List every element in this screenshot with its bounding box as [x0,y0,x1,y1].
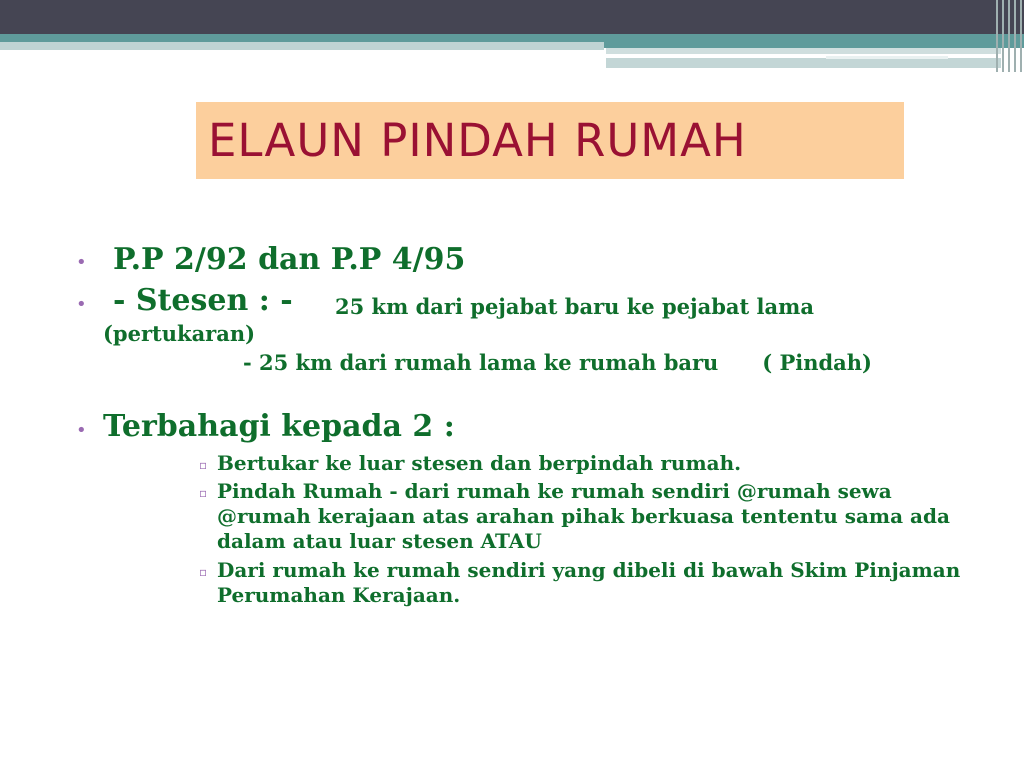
sub-bullet-dot: ▫ [199,458,208,472]
header-bar-light [0,42,604,50]
bullet-text-stesen: - Stesen : - [113,283,293,318]
bullet-dot: • [76,420,87,441]
bullet-text-stesen-detail: 25 km dari pejabat baru ke pejabat lama [335,294,814,319]
header-stripes [994,0,1024,72]
bullet-text-terbahagi: Terbahagi kepada 2 : [103,409,455,444]
header-bar-light [606,58,1001,68]
header-bar-light [606,48,1001,54]
header-bar-light [826,56,948,59]
bullet-dot: • [76,294,87,315]
sub-bullet-dot: ▫ [199,565,208,579]
bullet-text-pp: P.P 2/92 dan P.P 4/95 [113,242,466,277]
bullet-text-pindah: - 25 km dari rumah lama ke rumah baru ( Pindah) [243,350,872,375]
sub-bullet-text: Bertukar ke luar stesen dan berpindah rumah. [217,451,742,475]
sub-bullet-dot: ▫ [199,486,208,500]
sub-bullet-text: Dari rumah ke rumah sendiri yang dibeli di bawah Skim Pinjaman Perumahan Kerajaan. [217,558,961,607]
header-bar-dark [0,0,1024,34]
bullet-dot: • [76,252,87,273]
title-box [196,102,904,179]
sub-bullet-text: Pindah Rumah - dari rumah ke rumah sendiri @rumah sewa @rumah kerajaan atas arahan pihak berkuasa tententu sama ada dalam atau luar stesen ATAU [217,479,950,553]
bullet-text-pertukaran: (pertukaran) [103,321,256,346]
slide-title: ELAUN PINDAH RUMAH [208,114,747,167]
